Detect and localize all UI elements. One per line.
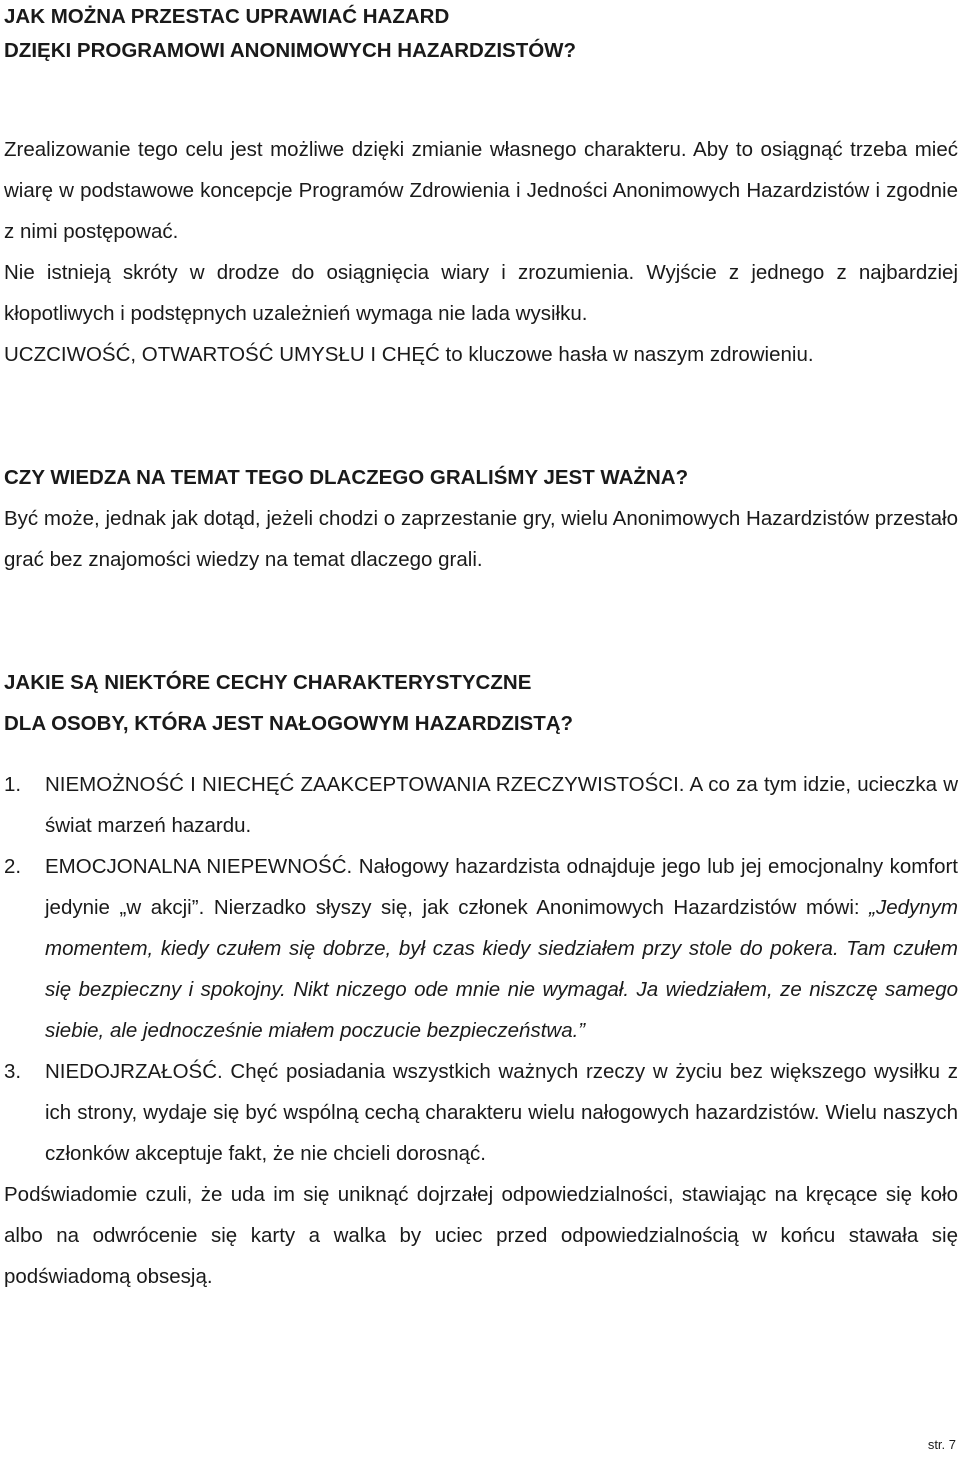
title-line-2: DZIĘKI PROGRAMOWI ANONIMOWYCH HAZARDZISTÓW? [4,39,577,62]
section-1-text: Być może, jednak jak dotąd, jeżeli chodzi o zaprzestanie gry, wielu Anonimowych Hazardzistów przestało grać bez znajomości wiedzy na temat dlaczego grali. [4,507,958,571]
section-2-heading-line-1: JAKIE SĄ NIEKTÓRE CECHY CHARAKTERYSTYCZNE [4,671,532,694]
intro-paragraph-3: UCZCIWOŚĆ, OTWARTOŚĆ UMYSŁU I CHĘĆ to kluczowe hasła w naszym zdrowieniu. [4,343,814,366]
list-number: 3. [4,1060,22,1083]
title-line-1: JAK MOŻNA PRZESTAC UPRAWIAĆ HAZARD [4,5,450,28]
list-item-caps: EMOCJONALNA NIEPEWNOŚĆ. [45,855,353,878]
list-number: 1. [4,773,22,796]
list-item-text: A co za tym idzie, ucieczka w świat marzeń hazardu. [45,773,958,837]
list-item-quote: „Jedynym momentem, kiedy czułem się dobrze, był czas kiedy siedziałem przy stole do pokera. Tam czułem się bezpieczny i spokojny. Nikt niczego ode mnie nie wymagał. Ja wiedziałem, ze niszczę samego siebie, ale jednocześnie miałem poczucie bezpieczeństwa.” [45,896,958,1042]
list-item-text: Nałogowy hazardzista odnajduje jego lub jej emocjonalny komfort jedynie „w akcji”. Nierzadko słyszy się, jak członek Anonimowych Hazardzistów mówi: [45,855,958,919]
list-number: 2. [4,855,22,878]
intro-paragraph-2: Nie istnieją skróty w drodze do osiągnięcia wiary i zrozumienia. Wyjście z jednego z najbardziej kłopotliwych i podstępnych uzależnień wymaga nie lada wysiłku. [4,261,958,325]
list-item-3 [4,1051,958,1174]
list-item-text: Chęć posiadania wszystkich ważnych rzeczy w życiu bez większego wysiłku z ich strony, wydaje się być wspólną cechą charakteru wielu nałogowych hazardzistów. Wielu naszych członków akceptuje fakt, że nie chcieli dorosnąć. [45,1060,958,1165]
list-item-2 [4,846,958,1051]
section-1-heading: CZY WIEDZA NA TEMAT TEGO DLACZEGO GRALIŚMY JEST WAŻNA? [4,466,689,489]
list-item-caps: NIEDOJRZAŁOŚĆ. [45,1060,223,1083]
page-title [4,0,958,68]
closing-paragraph: Podświadomie czuli, że uda im się uniknąć dojrzałej odpowiedzialności, stawiając na kręcące się koło albo na odwrócenie się karty a walka by uciec przed odpowiedzialnością w końcu stawała się podświadomą obsesją. [4,1183,958,1288]
intro-paragraph-1: Zrealizowanie tego celu jest możliwe dzięki zmianie własnego charakteru. Aby to osiągnąć trzeba mieć wiarę w podstawowe koncepcje Programów Zdrowienia i Jedności Anonimowych Hazardzistów i zgodnie z nimi postępować. [4,138,958,243]
section-2-heading [4,662,958,744]
list-item-1 [4,764,958,846]
document-page [4,0,958,1297]
page-number: str. 7 [927,1437,956,1452]
section-2-heading-line-2: DLA OSOBY, KTÓRA JEST NAŁOGOWYM HAZARDZISTĄ? [4,712,574,735]
list-item-caps: NIEMOŻNOŚĆ I NIECHĘĆ ZAAKCEPTOWANIA RZECZYWISTOŚCI. [45,773,685,796]
